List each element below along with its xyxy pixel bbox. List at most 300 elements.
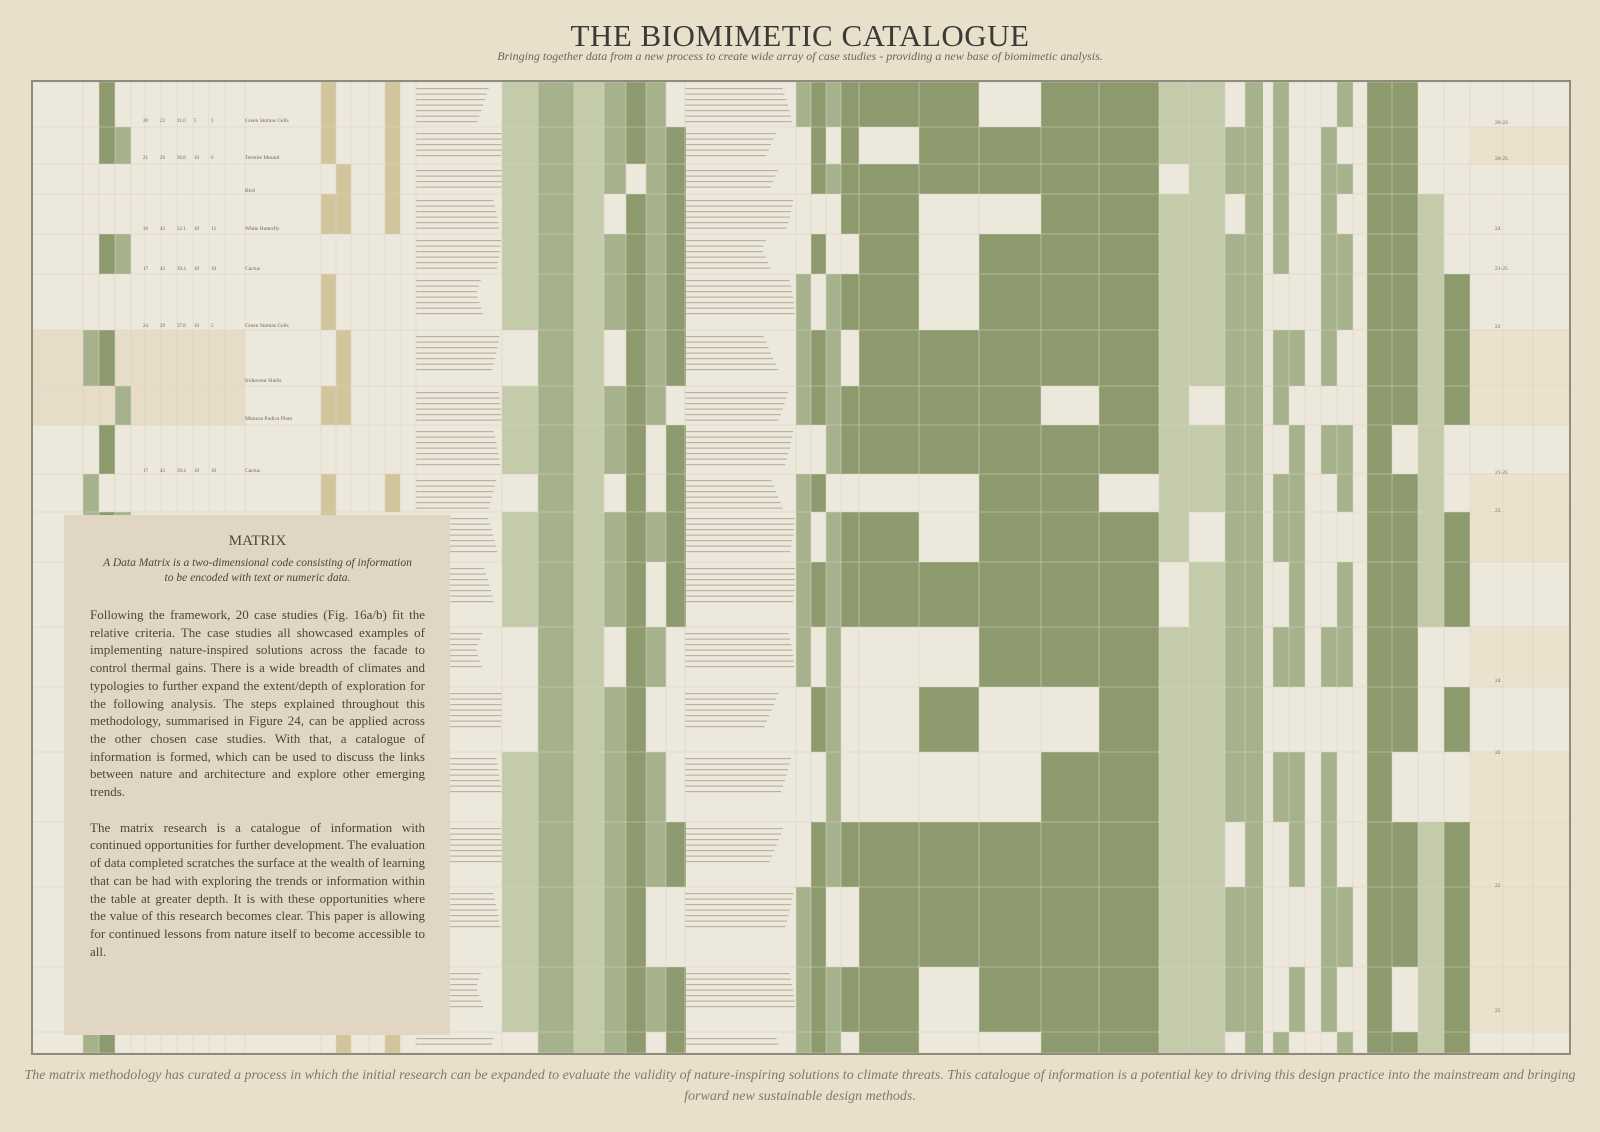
matrix-cell xyxy=(796,474,811,512)
matrix-cell xyxy=(859,386,919,425)
matrix-cell xyxy=(666,512,686,562)
text-line xyxy=(685,990,793,991)
matrix-cell xyxy=(1245,474,1263,512)
matrix-cell xyxy=(1041,194,1099,234)
text-line xyxy=(416,170,502,171)
text-line xyxy=(685,176,775,177)
matrix-cell xyxy=(1041,967,1099,1032)
cell-value: 52.1 xyxy=(177,227,186,232)
text-line xyxy=(416,1044,492,1045)
text-line xyxy=(416,133,502,134)
text-line xyxy=(685,302,794,303)
text-line xyxy=(416,200,494,201)
matrix-cell xyxy=(538,234,574,274)
matrix-cell xyxy=(1189,82,1225,127)
matrix-cell xyxy=(1337,164,1353,194)
text-line xyxy=(416,144,502,145)
row-label: Mimosa Pudica Plant xyxy=(245,416,293,422)
matrix-cell xyxy=(1418,330,1444,386)
footer-caption: The matrix methodology has curated a process in which the initial research can be expanded to evaluate the validity of nature-inspiring solutions to climate threats. This catalogue of information is a potential key to driving this design practice into the mainstream and bringing forward new sustainable design methods. xyxy=(24,1068,1576,1104)
temperature-range-label: 22 xyxy=(1495,750,1501,756)
matrix-cell xyxy=(646,164,666,194)
text-line xyxy=(685,508,782,509)
matrix-cell xyxy=(1392,127,1418,164)
text-line xyxy=(685,336,764,337)
matrix-cell xyxy=(979,386,1041,425)
cell-value: 45 xyxy=(160,267,165,272)
text-line xyxy=(685,1006,795,1007)
text-line xyxy=(416,206,495,207)
text-line xyxy=(685,497,778,498)
text-line xyxy=(416,491,493,492)
matrix-cell xyxy=(1289,752,1305,822)
matrix-cell xyxy=(1041,627,1099,687)
matrix-cell xyxy=(1159,474,1189,512)
matrix-cell xyxy=(538,127,574,164)
matrix-cell xyxy=(1245,967,1263,1032)
text-line xyxy=(416,268,497,269)
matrix-cell xyxy=(538,512,574,562)
matrix-cell xyxy=(1444,887,1470,967)
text-line xyxy=(685,369,778,370)
matrix-cell xyxy=(1392,194,1418,234)
matrix-cell xyxy=(1099,627,1159,687)
row-label: Cactus xyxy=(245,468,260,474)
text-line xyxy=(416,364,494,365)
matrix-cell xyxy=(626,474,646,512)
matrix-cell xyxy=(1367,822,1392,887)
matrix-cell xyxy=(1367,627,1392,687)
matrix-cell xyxy=(626,127,646,164)
matrix-cell xyxy=(1418,194,1444,234)
matrix-cell xyxy=(574,967,604,1032)
text-line xyxy=(685,861,770,862)
text-line xyxy=(685,721,767,722)
matrix-cell xyxy=(796,1032,811,1053)
matrix-cell xyxy=(841,512,859,562)
matrix-cell xyxy=(666,127,686,164)
matrix-cell xyxy=(646,234,666,274)
text-line xyxy=(685,291,792,292)
matrix-cell xyxy=(666,274,686,330)
matrix-cell xyxy=(626,822,646,887)
text-line xyxy=(416,464,500,465)
matrix-cell xyxy=(1159,127,1189,164)
matrix-cell xyxy=(796,274,811,330)
matrix-cell xyxy=(1159,234,1189,274)
text-line xyxy=(416,336,500,337)
text-line xyxy=(685,262,768,263)
matrix-cell xyxy=(919,386,979,425)
matrix-cell xyxy=(666,330,686,386)
text-line xyxy=(416,251,500,252)
text-line xyxy=(685,442,791,443)
matrix-cell xyxy=(1418,562,1444,627)
matrix-cell xyxy=(1245,234,1263,274)
matrix-cell xyxy=(604,967,626,1032)
text-line xyxy=(685,280,790,281)
text-line xyxy=(685,459,787,460)
text-line xyxy=(685,845,777,846)
matrix-cell xyxy=(1392,234,1418,274)
matrix-cell xyxy=(1189,425,1225,474)
matrix-cell xyxy=(385,194,400,234)
matrix-cell xyxy=(811,164,826,194)
text-line xyxy=(685,392,788,393)
matrix-cell xyxy=(604,164,626,194)
matrix-cell xyxy=(1245,194,1263,234)
matrix-cell xyxy=(502,274,538,330)
text-line xyxy=(685,601,793,602)
matrix-cell xyxy=(826,330,841,386)
matrix-cell xyxy=(538,194,574,234)
matrix-cell xyxy=(646,194,666,234)
text-line xyxy=(416,181,502,182)
text-line xyxy=(685,973,790,974)
matrix-cell xyxy=(1367,234,1392,274)
text-line xyxy=(416,228,499,229)
matrix-cell xyxy=(1041,425,1099,474)
highlight-row xyxy=(1470,330,1569,425)
matrix-cell xyxy=(841,562,859,627)
matrix-cell xyxy=(1418,234,1444,274)
matrix-cell xyxy=(1245,562,1263,627)
text-line xyxy=(685,246,763,247)
text-line xyxy=(416,176,502,177)
matrix-cell xyxy=(1225,627,1245,687)
matrix-cell xyxy=(1337,887,1353,967)
matrix-cell xyxy=(502,887,538,967)
matrix-cell xyxy=(574,386,604,425)
matrix-cell xyxy=(1392,82,1418,127)
matrix-cell xyxy=(1189,562,1225,627)
matrix-cell xyxy=(1245,274,1263,330)
matrix-cell xyxy=(666,562,686,627)
matrix-cell xyxy=(626,627,646,687)
matrix-cell xyxy=(1041,127,1099,164)
matrix-cell xyxy=(1273,234,1289,274)
matrix-cell xyxy=(811,687,826,752)
text-line xyxy=(685,1044,779,1045)
matrix-info-panel xyxy=(64,515,450,1035)
matrix-cell xyxy=(1189,274,1225,330)
matrix-cell xyxy=(538,425,574,474)
matrix-cell xyxy=(1337,1032,1353,1053)
matrix-cell xyxy=(538,274,574,330)
text-line xyxy=(685,715,769,716)
text-line xyxy=(685,915,788,916)
matrix-cell xyxy=(1273,194,1289,234)
text-line xyxy=(416,150,502,151)
matrix-cell xyxy=(826,512,841,562)
matrix-cell xyxy=(574,512,604,562)
matrix-cell xyxy=(574,164,604,194)
matrix-cell xyxy=(385,1032,400,1053)
matrix-cell xyxy=(1444,967,1470,1032)
matrix-cell xyxy=(1392,687,1418,752)
matrix-cell xyxy=(1367,752,1392,822)
text-line xyxy=(416,420,502,421)
matrix-cell xyxy=(1245,752,1263,822)
matrix-cell xyxy=(321,127,336,164)
matrix-cell xyxy=(1337,234,1353,274)
matrix-cell xyxy=(1289,474,1305,512)
matrix-cell xyxy=(502,194,538,234)
matrix-cell xyxy=(1099,425,1159,474)
matrix-cell xyxy=(1444,274,1470,330)
matrix-cell xyxy=(646,627,666,687)
matrix-cell xyxy=(1041,512,1099,562)
matrix-cell xyxy=(841,164,859,194)
matrix-cell xyxy=(626,425,646,474)
text-line xyxy=(685,409,783,410)
matrix-cell xyxy=(1418,274,1444,330)
matrix-cell xyxy=(841,127,859,164)
text-line xyxy=(416,486,495,487)
matrix-cell xyxy=(666,164,686,194)
matrix-cell xyxy=(826,274,841,330)
cell-value: 23 xyxy=(160,119,165,124)
temperature-range-label: 21-25 xyxy=(1495,266,1508,272)
matrix-cell xyxy=(859,822,919,887)
matrix-cell xyxy=(1245,512,1263,562)
matrix-cell xyxy=(336,194,351,234)
matrix-cell xyxy=(115,234,131,274)
matrix-cell xyxy=(1367,512,1392,562)
matrix-cell xyxy=(841,822,859,887)
text-line xyxy=(416,403,500,404)
matrix-cell xyxy=(841,967,859,1032)
text-line xyxy=(416,347,498,348)
text-line xyxy=(685,286,791,287)
matrix-cell xyxy=(919,164,979,194)
matrix-cell xyxy=(626,562,646,627)
matrix-cell xyxy=(626,967,646,1032)
matrix-cell xyxy=(574,627,604,687)
text-line xyxy=(416,222,498,223)
text-line xyxy=(685,150,769,151)
text-line xyxy=(685,590,794,591)
matrix-cell xyxy=(1099,386,1159,425)
matrix-cell xyxy=(826,562,841,627)
highlight-row xyxy=(1470,474,1569,562)
matrix-cell xyxy=(826,425,841,474)
matrix-cell xyxy=(811,887,826,967)
matrix-cell xyxy=(1245,425,1263,474)
text-line xyxy=(416,431,494,432)
matrix-cell xyxy=(859,330,919,386)
text-line xyxy=(685,568,795,569)
matrix-cell xyxy=(99,127,115,164)
matrix-cell xyxy=(1099,967,1159,1032)
text-line xyxy=(685,144,771,145)
temperature-range-label: 20-22 xyxy=(1495,120,1508,126)
text-line xyxy=(416,453,498,454)
matrix-cell xyxy=(1337,274,1353,330)
matrix-cell xyxy=(385,164,400,194)
text-line xyxy=(685,268,771,269)
matrix-cell xyxy=(1099,274,1159,330)
text-line xyxy=(416,437,495,438)
matrix-cell xyxy=(859,887,919,967)
matrix-cell xyxy=(811,822,826,887)
cell-value: 10 xyxy=(211,469,216,474)
text-line xyxy=(685,693,778,694)
matrix-cell xyxy=(574,562,604,627)
matrix-cell xyxy=(1321,887,1337,967)
matrix-cell xyxy=(811,386,826,425)
matrix-cell xyxy=(919,425,979,474)
cell-value: 17 xyxy=(143,267,148,272)
text-line xyxy=(685,551,790,552)
matrix-cell xyxy=(1418,1032,1444,1053)
matrix-cell xyxy=(666,822,686,887)
matrix-cell xyxy=(796,512,811,562)
text-line xyxy=(685,502,780,503)
text-line xyxy=(685,437,792,438)
row-label: Cactus xyxy=(245,266,260,272)
matrix-cell xyxy=(538,386,574,425)
matrix-cell xyxy=(1225,887,1245,967)
matrix-cell xyxy=(1289,562,1305,627)
text-line xyxy=(685,758,791,759)
matrix-cell xyxy=(826,82,841,127)
matrix-cell xyxy=(385,474,400,512)
matrix-cell xyxy=(919,82,979,127)
matrix-cell xyxy=(99,425,115,474)
text-line xyxy=(685,834,781,835)
matrix-cell xyxy=(646,274,666,330)
text-line xyxy=(416,502,490,503)
text-line xyxy=(685,480,772,481)
matrix-cell xyxy=(919,127,979,164)
panel-paragraph-2: The matrix research is a catalogue of information with continued opportunities for further development. The evaluation of data completed scratches the surface at the wealth of learning that can be had with exploring the trends or information within the table at greater depth. It is with these opportunities where the value of this research becomes clear. This paper is allowing for continued lessons from nature itself to become accessible to all. xyxy=(90,819,425,959)
matrix-cell xyxy=(1418,425,1444,474)
page-subtitle: Bringing together data from a new process to create wide array of case studies - providing a new base of biomimetic analysis. xyxy=(497,49,1103,63)
matrix-cell xyxy=(1444,386,1470,425)
text-line xyxy=(685,921,787,922)
matrix-cell xyxy=(979,967,1041,1032)
matrix-cell xyxy=(83,1032,99,1053)
matrix-cell xyxy=(1099,562,1159,627)
matrix-cell xyxy=(626,274,646,330)
matrix-cell xyxy=(1041,330,1099,386)
matrix-cell xyxy=(1367,687,1392,752)
matrix-cell xyxy=(1273,127,1289,164)
text-line xyxy=(685,200,793,201)
matrix-cell xyxy=(1289,822,1305,887)
text-line xyxy=(685,116,791,117)
matrix-cell xyxy=(604,127,626,164)
matrix-cell xyxy=(502,425,538,474)
matrix-cell xyxy=(538,687,574,752)
text-line xyxy=(416,240,501,241)
text-line xyxy=(416,497,492,498)
text-line xyxy=(416,116,479,117)
matrix-cell xyxy=(1367,82,1392,127)
matrix-cell xyxy=(1189,627,1225,687)
text-line xyxy=(685,448,790,449)
text-line xyxy=(416,308,481,309)
matrix-cell xyxy=(626,194,646,234)
text-line xyxy=(685,464,785,465)
matrix-cell xyxy=(502,512,538,562)
matrix-cell xyxy=(1225,562,1245,627)
text-line xyxy=(685,313,795,314)
matrix-cell xyxy=(626,752,646,822)
text-line xyxy=(416,155,501,156)
matrix-cell xyxy=(1099,164,1159,194)
matrix-cell xyxy=(502,967,538,1032)
matrix-cell xyxy=(626,330,646,386)
matrix-cell xyxy=(859,234,919,274)
matrix-cell xyxy=(796,82,811,127)
cell-value: 17 xyxy=(143,469,148,474)
text-line xyxy=(685,170,778,171)
text-line xyxy=(685,105,788,106)
matrix-cell xyxy=(574,474,604,512)
matrix-cell xyxy=(826,687,841,752)
matrix-cell xyxy=(1273,752,1289,822)
cell-value: 39.4 xyxy=(177,469,186,474)
matrix-cell xyxy=(1159,822,1189,887)
text-line xyxy=(685,347,769,348)
matrix-cell xyxy=(1159,1032,1189,1053)
cell-value: 3 xyxy=(211,119,214,124)
temperature-range-label: 20-25 xyxy=(1495,156,1508,162)
text-line xyxy=(685,342,766,343)
text-line xyxy=(685,764,790,765)
matrix-cell xyxy=(666,425,686,474)
text-line xyxy=(685,308,794,309)
matrix-cell xyxy=(646,752,666,822)
text-line xyxy=(416,313,483,314)
text-line xyxy=(685,420,779,421)
matrix-cell xyxy=(626,82,646,127)
temperature-range-label: 24 xyxy=(1495,226,1501,232)
text-line xyxy=(685,596,794,597)
matrix-cell xyxy=(1392,386,1418,425)
matrix-cell xyxy=(1418,386,1444,425)
cell-value: 6 xyxy=(211,156,214,161)
text-line xyxy=(685,540,792,541)
matrix-cell xyxy=(646,822,666,887)
matrix-cell xyxy=(574,687,604,752)
matrix-cell xyxy=(1337,562,1353,627)
matrix-cell xyxy=(1444,512,1470,562)
text-line xyxy=(685,453,788,454)
text-line xyxy=(685,710,772,711)
matrix-cell xyxy=(919,687,979,752)
matrix-cell xyxy=(979,274,1041,330)
matrix-cell xyxy=(1337,82,1353,127)
matrix-cell xyxy=(979,164,1041,194)
matrix-cell xyxy=(979,627,1041,687)
text-line xyxy=(685,786,783,787)
text-line xyxy=(685,228,787,229)
text-line xyxy=(416,121,478,122)
text-line xyxy=(685,828,783,829)
text-line xyxy=(685,704,774,705)
matrix-cell xyxy=(1418,474,1444,512)
matrix-cell xyxy=(604,752,626,822)
matrix-cell xyxy=(321,474,336,512)
matrix-cell xyxy=(1392,627,1418,687)
matrix-cell xyxy=(604,274,626,330)
text-line xyxy=(685,121,792,122)
matrix-cell xyxy=(1289,330,1305,386)
matrix-cell xyxy=(1392,474,1418,512)
